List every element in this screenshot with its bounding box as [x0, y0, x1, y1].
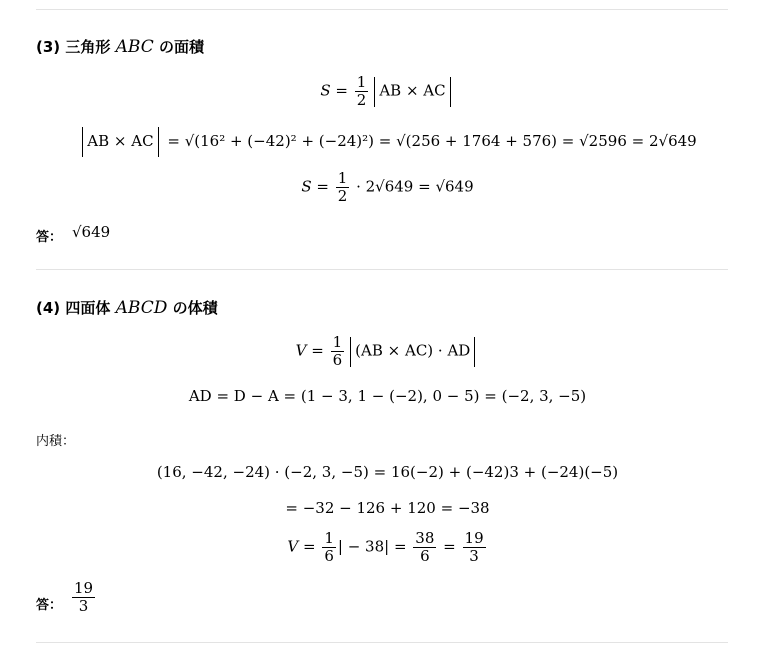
s4-answer-fraction: $\frac{19}{3}$	[74, 579, 94, 615]
s4-eq3: (16, −42, −24) · (−2, 3, −5) = 16(−2) + (−42)3 + (−24)(−5)	[156, 463, 619, 481]
s3-eq2-abs: AB × AC	[87, 132, 154, 150]
section3-heading-suffix: の面積	[158, 38, 204, 56]
s3-eq3-fraction: $\frac{1}{2}$	[337, 169, 348, 205]
s4-eq5-mid: | − 38| =	[337, 537, 407, 556]
s3-eq3-rhs: · 2√649 = √649	[356, 177, 474, 196]
section4-heading-suffix: の体積	[172, 299, 218, 317]
section4-heading	[36, 297, 218, 318]
s4-eq1-abs: (AB × AC) · AD	[355, 341, 471, 360]
section4-inner-label: 内積：	[36, 434, 76, 449]
s3-eq1-lhs: S =	[320, 81, 348, 100]
section4-ad-vector	[0, 387, 775, 405]
section3-cross-magnitude	[0, 127, 775, 157]
section4-heading-math: ABCD	[115, 298, 168, 318]
s4-eq5-lhs: V =	[287, 537, 316, 556]
s3-eq3-lhs: S =	[301, 177, 329, 196]
s3-eq1-fraction: $\frac{1}{2}$	[356, 73, 367, 109]
s4-eq1-lhs: V =	[295, 341, 324, 360]
section3-answer-label: 答：	[36, 230, 63, 245]
section4-dot-result	[0, 499, 775, 517]
section4-volume-result	[0, 530, 775, 565]
section3-heading	[36, 36, 204, 57]
section3-area-formula	[0, 74, 775, 109]
section4-answer-value	[70, 580, 97, 615]
s3-eq1-abs: AB × AC	[379, 81, 446, 100]
s4-eq2: AD = D − A = (1 − 3, 1 − (−2), 0 − 5) = (−2, 3, −5)	[188, 387, 587, 405]
divider-top	[36, 9, 728, 10]
section4-volume-formula	[0, 334, 775, 369]
s3-eq2-rhs: = √(16² + (−42)² + (−24)²) = √(256 + 1764 + 576) = √2596 = 2√649	[167, 132, 697, 150]
s4-eq5-fraction1: $\frac{1}{6}$	[324, 529, 334, 565]
divider-middle	[36, 269, 728, 270]
section4-answer-label: 答：	[36, 598, 63, 613]
divider-bottom	[36, 642, 728, 643]
section3-area-result	[0, 170, 775, 205]
section4-heading-prefix: (4) 四面体	[36, 299, 111, 317]
section3-heading-math: ABC	[115, 37, 154, 57]
s4-eq5-fraction3: $\frac{19}{3}$	[464, 529, 484, 565]
s4-eq1-fraction: $\frac{1}{6}$	[332, 333, 343, 369]
s4-eq5-eq: =	[443, 537, 456, 556]
s4-eq4: = −32 − 126 + 120 = −38	[285, 499, 490, 517]
section3-answer-value: √649	[72, 223, 111, 241]
s4-eq5-fraction2: $\frac{38}{6}$	[415, 529, 435, 565]
section3-heading-prefix: (3) 三角形	[36, 38, 111, 56]
section4-dot-product	[0, 463, 775, 481]
